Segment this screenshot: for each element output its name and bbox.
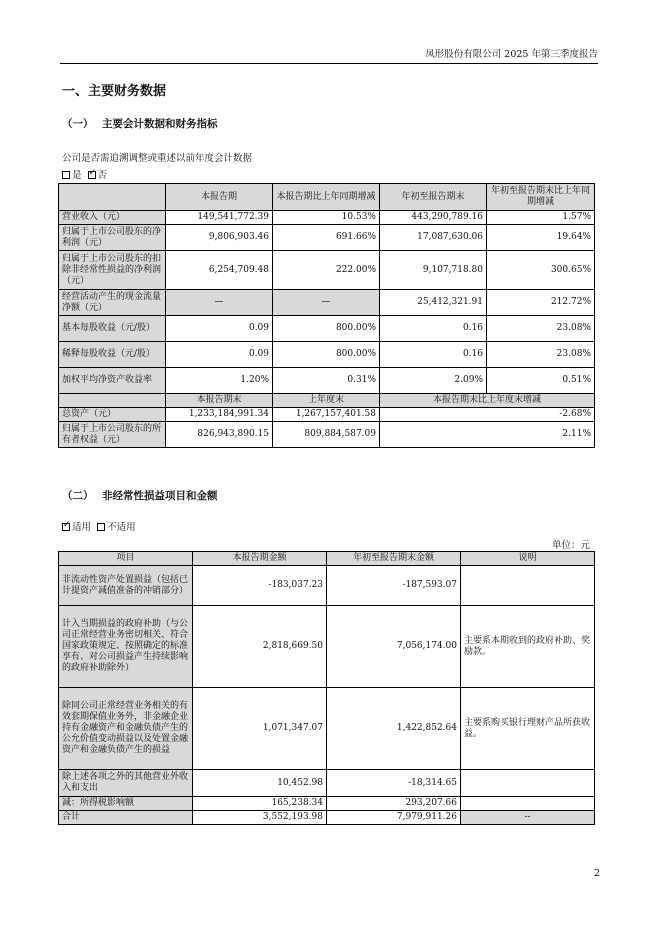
financial-data-table bbox=[58, 183, 595, 448]
applicable-options: ✓适用 不适用 bbox=[62, 519, 136, 533]
table-row: 归属于上市公司股东的扣除非经常性损益的净利润（元） 6,254,709.48 222.00% 9,107,718.80 300.65% bbox=[59, 251, 595, 290]
page-header: 凤形股份有限公司 2025 年第三季度报告 bbox=[60, 46, 598, 64]
table-row: 总资产（元） 1,233,184,991.34 1,267,157,401.58 -2.68% bbox=[59, 408, 595, 422]
non-recurring-items-table bbox=[58, 551, 595, 825]
restate-question: 公司是否需追溯调整或重述以前年度会计数据 bbox=[62, 153, 253, 164]
table-row: 计入当期损益的政府补助（与公司正常经营业务密切相关、符合国家政策规定、按照确定的标准享有、对公司损益产生持续影响的政府补助除外） 2,818,669.50 7,056,174.00 主要系本期收到的政府补助、奖励款。 bbox=[59, 606, 595, 688]
table-row: 稀释每股收益（元/股） 0.09 800.00% 0.16 23.08% bbox=[59, 342, 595, 368]
table-header-row: 本报告期 本报告期比上年同期增减 年初至报告期末 年初至报告期末比上年同期增减 bbox=[59, 184, 595, 211]
table-row: 减：所得税影响额 165,238.34 293,207.66 bbox=[59, 797, 595, 811]
unit-label: 单位：元 bbox=[551, 540, 590, 551]
table-row: 非流动性资产处置损益（包括已计提资产减值准备的冲销部分） -183,037.23 -187,593.07 bbox=[59, 566, 595, 606]
table-row: 加权平均净资产收益率 1.20% 0.31% 2.09% 0.51% bbox=[59, 368, 595, 394]
checkbox-applicable[interactable] bbox=[62, 523, 70, 531]
page-number: 2 bbox=[593, 868, 600, 879]
restate-options: 是 ✓ 否 bbox=[62, 167, 107, 181]
table-header-row: 项目 本报告期金额 年初至报告期末金额 说明 bbox=[59, 552, 595, 566]
table-row: 营业收入（元） 149,541,772.39 10.53% 443,290,789.16 1.57% bbox=[59, 211, 595, 225]
table-row: 经营活动产生的现金流量净额（元） — — 25,412,321.91 212.72% bbox=[59, 290, 595, 316]
checkbox-not-applicable[interactable] bbox=[97, 523, 105, 531]
table-row: 归属于上市公司股东的所有者权益（元） 826,943,890.15 809,884,587.09 2.11% bbox=[59, 422, 595, 448]
table-row: 除上述各项之外的其他营业外收入和支出 10,452.98 -18,314.65 bbox=[59, 770, 595, 797]
section-title: 一、主要财务数据 bbox=[62, 84, 167, 99]
table-header-row-2: 本报告期末 上年度末 本报告期末比上年度末增减 bbox=[59, 394, 595, 408]
checkbox-yes[interactable] bbox=[62, 171, 70, 179]
checkbox-no[interactable] bbox=[88, 171, 96, 179]
table-row: 除同公司正常经营业务相关的有效套期保值业务外，非金融企业持有金融资产和金融负债产生的公允价值变动损益以及处置金融资产和金融负债产生的损益 1,071,347.07 1,422,852.64 主要系购买银行理财产品所获收益。 bbox=[59, 688, 595, 770]
subsection-title-1: （一） 主要会计数据和财务指标 bbox=[62, 118, 218, 130]
table-row: 基本每股收益（元/股） 0.09 800.00% 0.16 23.08% bbox=[59, 316, 595, 342]
table-row-total: 合计 3,552,193.98 7,979,911.26 -- bbox=[59, 811, 595, 825]
subsection-title-2: （二） 非经常性损益项目和金额 bbox=[62, 490, 218, 502]
table-row: 归属于上市公司股东的净利润（元） 9,806,903.46 691.66% 17,087,630.06 19.64% bbox=[59, 225, 595, 251]
